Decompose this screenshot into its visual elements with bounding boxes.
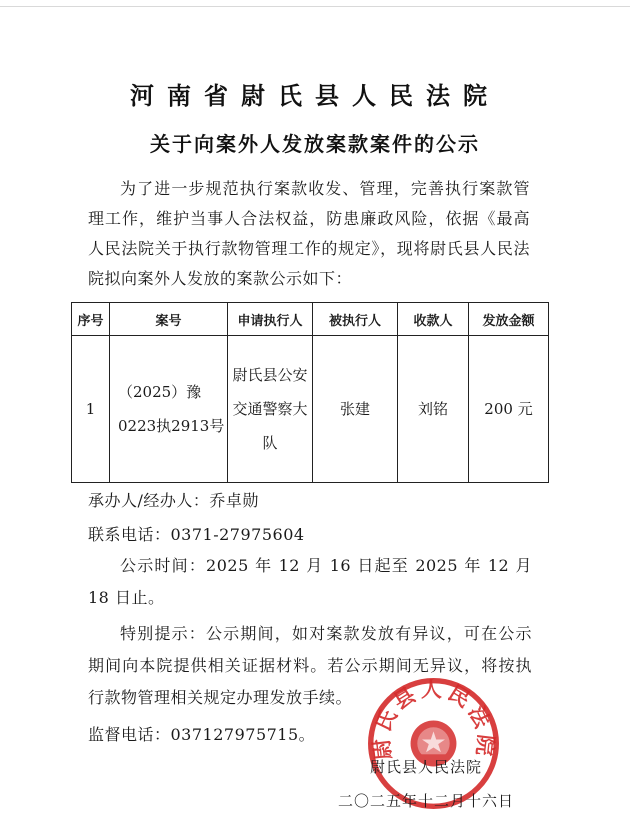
cell-payee: 刘铭 bbox=[398, 336, 469, 483]
court-name: 河南省尉氏县人民法院 bbox=[130, 82, 500, 110]
table-header-row bbox=[72, 303, 549, 336]
header-payee: 收款人 bbox=[398, 303, 469, 336]
payment-table bbox=[71, 302, 549, 483]
header-case-no: 案号 bbox=[110, 303, 228, 336]
special-notice: 特别提示：公示期间，如对案款发放有异议，可在公示期间向本院提供相关证据材料。若公示期间无异议，将按执行款物管理相关规定办理发放手续。 bbox=[88, 624, 532, 707]
cell-case-no: （2025）豫0223执2913号 bbox=[110, 336, 228, 483]
signature-court: 尉氏县人民法院 bbox=[370, 758, 483, 776]
header-applicant: 申请执行人 bbox=[228, 303, 313, 336]
notice-title: 关于向案外人发放案款案件的公示 bbox=[150, 132, 480, 156]
intro-paragraph: 为了进一步规范执行案款收发、管理，完善执行案款管理工作，维护当事人合法权益，防患廉政风险，依据《最高人民法院关于执行款物管理工作的规定》，现将尉氏县人民法院拟向案外人发放的案款公示如下： bbox=[88, 179, 530, 288]
signature-date: 二〇二五年十二月十六日 bbox=[338, 792, 515, 810]
header-amount: 发放金额 bbox=[469, 303, 549, 336]
period-line: 公示时间：2025 年 12 月 16 日起至 2025 年 12 月 18 日止。 bbox=[88, 556, 532, 607]
top-border bbox=[0, 6, 630, 7]
table-row bbox=[72, 336, 549, 483]
contact-line: 联系电话：0371-27975604 bbox=[88, 525, 305, 544]
header-executed: 被执行人 bbox=[313, 303, 398, 336]
header-index: 序号 bbox=[72, 303, 110, 336]
handler-line: 承办人/经办人：乔卓勋 bbox=[88, 491, 259, 510]
supervision-line: 监督电话：037127975715。 bbox=[88, 725, 316, 744]
cell-index: 1 bbox=[72, 336, 110, 483]
cell-amount: 200 元 bbox=[469, 336, 549, 483]
cell-executed: 张建 bbox=[313, 336, 398, 483]
seal-text: 尉氏县人民法院 bbox=[368, 677, 499, 761]
cell-applicant: 尉氏县公安交通警察大队 bbox=[228, 336, 313, 483]
